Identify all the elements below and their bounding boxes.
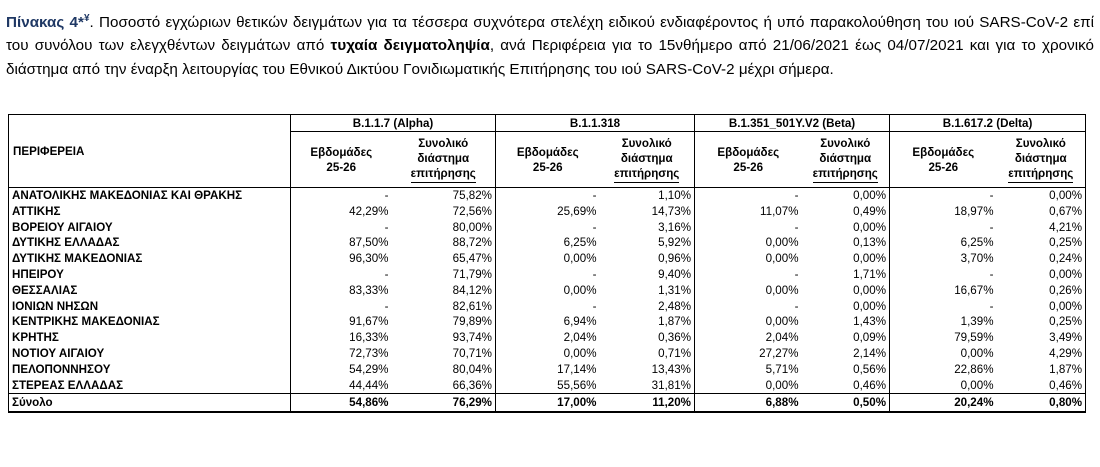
weeks-value-cell: 11,07%: [695, 204, 802, 220]
weeks-value-cell: 0,00%: [496, 283, 600, 299]
subheader-total-line: διάστημα: [819, 152, 872, 165]
subheader-weeks-line: 25-26: [532, 160, 563, 174]
region-header: ΠΕΡΙΦΕΡΕΙΑ: [9, 115, 291, 188]
caption-marker: ¥: [83, 13, 90, 24]
total-period-value-cell: 0,00%: [853, 299, 887, 313]
weeks-value-cell: 0,00%: [695, 378, 802, 394]
total-period-value-cell: 71,79%: [452, 267, 492, 281]
weeks-value-cell: -: [496, 299, 600, 315]
subheader-total-line: επιτήρησης: [813, 166, 878, 183]
subheader-weeks-line: 25-26: [928, 160, 959, 174]
weeks-value-cell: -: [496, 220, 600, 236]
caption-highlight: τυχαία δειγματοληψία: [330, 37, 490, 55]
region-cell: ΚΕΝΤΡΙΚΗΣ ΜΑΚΕΔΟΝΙΑΣ: [9, 314, 291, 330]
total-period-value-cell: 0,26%: [997, 283, 1086, 299]
total-period-value-cell: 82,61%: [452, 299, 492, 313]
weeks-value-cell: -: [890, 267, 997, 283]
weeks-value-cell: 6,94%: [496, 314, 600, 330]
group-header-beta: B.1.351_501Y.V2 (Beta): [695, 115, 890, 132]
weeks-value-cell: 22,86%: [890, 362, 997, 378]
subheader-weeks-line: Εβδομάδες: [717, 145, 780, 159]
subheader-weeks-line: Εβδομάδες: [516, 145, 579, 159]
subheader-total-period: [600, 132, 695, 188]
total-period-value-cell: 0,56%: [853, 362, 887, 376]
total-period-value-cell: 80,00%: [452, 220, 492, 234]
weeks-value-cell: 44,44%: [291, 378, 392, 394]
group-header-delta: B.1.617.2 (Delta): [890, 115, 1086, 132]
region-cell: Σύνολο: [9, 394, 291, 413]
weeks-value-cell: 25,69%: [496, 204, 600, 220]
subheader-total-line: Συνολικό: [621, 137, 672, 150]
total-period-value-cell: 70,71%: [452, 346, 492, 360]
weeks-value-cell: -: [496, 267, 600, 283]
total-period-value-cell: 0,46%: [853, 378, 887, 392]
weeks-value-cell: 0,00%: [890, 378, 997, 394]
total-period-value-cell: 1,10%: [658, 189, 691, 202]
total-period-value-cell: 2,14%: [853, 346, 887, 360]
weeks-value-cell: 6,88%: [695, 394, 802, 413]
total-period-value-cell: 5,92%: [658, 236, 691, 250]
weeks-value-cell: 0,00%: [496, 251, 600, 267]
total-period-value-cell: 0,00%: [997, 267, 1086, 283]
total-period-value-cell: 93,74%: [452, 331, 492, 345]
total-period-value-cell: 88,72%: [452, 236, 492, 250]
weeks-value-cell: 0,00%: [890, 346, 997, 362]
subheader-weeks-line: Εβδομάδες: [912, 145, 975, 159]
weeks-value-cell: -: [695, 220, 802, 236]
total-period-value-cell: 76,29%: [392, 394, 496, 413]
subheader-total-line: διάστημα: [620, 152, 673, 165]
total-period-value-cell: 14,73%: [651, 204, 691, 218]
weeks-value-cell: -: [890, 188, 997, 204]
variants-table: [8, 114, 1086, 413]
weeks-value-cell: 72,73%: [291, 346, 392, 362]
subheader-total-line: Συνολικό: [418, 137, 469, 150]
weeks-value-cell: -: [890, 299, 997, 315]
weeks-value-cell: 1,39%: [890, 314, 997, 330]
table-row: [9, 314, 1086, 330]
total-period-value-cell: 13,43%: [651, 362, 691, 376]
weeks-value-cell: -: [291, 188, 392, 204]
subheader-weeks: [890, 132, 997, 188]
region-cell: ΠΕΛΟΠΟΝΝΗΣΟΥ: [9, 362, 291, 378]
weeks-value-cell: 83,33%: [291, 283, 392, 299]
total-period-value-cell: 0,13%: [853, 236, 887, 250]
subheader-total-line: Συνολικό: [1015, 137, 1066, 150]
weeks-value-cell: 96,30%: [291, 251, 392, 267]
total-period-value-cell: 0,36%: [658, 331, 691, 345]
caption-text-after: , ανά Περιφέρεια για το 15νθήμερο από 21/06/2021 έως 04/07/2021 και για το χρονικό διάστημα από την έναρξη λειτουργίας του Εθνικού Δικτύου Γονιδιωματικής Επιτήρησης του ιού SARS-CoV-2 μέχρι σήμερα.: [6, 37, 1094, 78]
weeks-value-cell: -: [496, 188, 600, 204]
total-period-value-cell: 1,31%: [658, 283, 691, 297]
total-period-value-cell: 0,67%: [997, 204, 1086, 220]
total-period-value-cell: 66,36%: [452, 378, 492, 392]
weeks-value-cell: -: [890, 220, 997, 236]
total-period-value-cell: 84,12%: [452, 283, 492, 297]
weeks-value-cell: -: [291, 299, 392, 315]
weeks-value-cell: 0,00%: [695, 283, 802, 299]
subheader-total-line: Συνολικό: [820, 137, 871, 150]
weeks-value-cell: 0,00%: [695, 251, 802, 267]
subheader-total-period: [802, 132, 890, 188]
table-row: [9, 378, 1086, 394]
total-period-value-cell: 72,56%: [452, 204, 492, 218]
weeks-value-cell: 0,00%: [695, 314, 802, 330]
region-cell: ΘΕΣΣΑΛΙΑΣ: [9, 283, 291, 299]
header-row-variants: [9, 115, 1086, 132]
subheader-total-line: επιτήρησης: [411, 166, 476, 183]
region-cell: ΚΡΗΤΗΣ: [9, 330, 291, 346]
weeks-value-cell: 18,97%: [890, 204, 997, 220]
weeks-value-cell: 27,27%: [695, 346, 802, 362]
weeks-value-cell: 16,67%: [890, 283, 997, 299]
total-period-value-cell: 3,49%: [997, 330, 1086, 346]
total-period-value-cell: 1,87%: [997, 362, 1086, 378]
weeks-value-cell: -: [695, 267, 802, 283]
table-row: [9, 362, 1086, 378]
table-row: [9, 330, 1086, 346]
total-period-value-cell: 1,43%: [853, 315, 887, 329]
caption-title: Πίνακας 4*¥: [6, 13, 90, 32]
total-period-value-cell: 1,71%: [853, 267, 887, 281]
weeks-value-cell: -: [695, 299, 802, 315]
total-period-value-cell: 65,47%: [452, 252, 492, 266]
caption-text-before: . Ποσοστό εγχώριων θετικών δειγμάτων για τα τέσσερα συχνότερα στελέχη ειδικού ενδιαφέροντος ή υπό παρακολούθηση του ιού SARS-CoV-2 επί του συνόλου των ελεγχθέντων δειγμάτων από: [6, 14, 1095, 55]
weeks-value-cell: 87,50%: [291, 235, 392, 251]
table-row: [9, 251, 1086, 267]
total-period-value-cell: 4,21%: [997, 220, 1086, 236]
subheader-total-period: [392, 132, 496, 188]
total-period-value-cell: 0,00%: [997, 188, 1086, 204]
table-row: [9, 283, 1086, 299]
region-cell: ΔΥΤΙΚΗΣ ΕΛΛΑΔΑΣ: [9, 235, 291, 251]
region-cell: ΔΥΤΙΚΗΣ ΜΑΚΕΔΟΝΙΑΣ: [9, 251, 291, 267]
total-period-value-cell: 0,00%: [997, 299, 1086, 315]
table-row: [9, 220, 1086, 236]
weeks-value-cell: 2,04%: [695, 330, 802, 346]
total-period-value-cell: 0,96%: [658, 252, 691, 266]
subheader-total-line: διάστημα: [417, 152, 470, 165]
subheader-weeks: [291, 132, 392, 188]
total-period-value-cell: 0,24%: [997, 251, 1086, 267]
total-row: [9, 394, 1086, 413]
total-period-value-cell: 0,80%: [997, 394, 1086, 413]
region-cell: ΝΟΤΙΟΥ ΑΙΓΑΙΟΥ: [9, 346, 291, 362]
total-period-value-cell: 31,81%: [651, 378, 691, 392]
table-row: [9, 267, 1086, 283]
subheader-total-line: επιτήρησης: [614, 166, 679, 183]
weeks-value-cell: -: [291, 267, 392, 283]
total-period-value-cell: 0,25%: [997, 235, 1086, 251]
weeks-value-cell: 0,00%: [695, 235, 802, 251]
total-period-value-cell: 11,20%: [600, 394, 695, 413]
table-row: [9, 204, 1086, 220]
weeks-value-cell: 17,00%: [496, 394, 600, 413]
total-period-value-cell: 80,04%: [452, 362, 492, 376]
subheader-weeks-line: Εβδομάδες: [310, 145, 373, 159]
group-header-b11318: B.1.1.318: [496, 115, 695, 132]
weeks-value-cell: -: [695, 188, 802, 204]
total-period-value-cell: 79,89%: [452, 315, 492, 329]
weeks-value-cell: 55,56%: [496, 378, 600, 394]
subheader-total-period: [997, 132, 1086, 188]
table-caption: [6, 7, 1094, 81]
weeks-value-cell: 5,71%: [695, 362, 802, 378]
total-period-value-cell: 2,48%: [658, 299, 691, 313]
region-cell: ΑΤΤΙΚΗΣ: [9, 204, 291, 220]
weeks-value-cell: 3,70%: [890, 251, 997, 267]
group-header-alpha: B.1.1.7 (Alpha): [291, 115, 496, 132]
total-period-value-cell: 0,00%: [853, 252, 887, 266]
region-cell: ΙΟΝΙΩΝ ΝΗΣΩΝ: [9, 299, 291, 315]
subheader-total-line: διάστημα: [1014, 152, 1067, 165]
table-row: [9, 235, 1086, 251]
total-period-value-cell: 0,00%: [853, 189, 887, 202]
weeks-value-cell: 42,29%: [291, 204, 392, 220]
region-cell: ΒΟΡΕΙΟΥ ΑΙΓΑΙΟΥ: [9, 220, 291, 236]
table-body: [9, 188, 1086, 413]
subheader-weeks-line: 25-26: [326, 160, 357, 174]
weeks-value-cell: 6,25%: [496, 235, 600, 251]
region-cell: ΣΤΕΡΕΑΣ ΕΛΛΑΔΑΣ: [9, 378, 291, 394]
total-period-value-cell: 0,49%: [853, 204, 887, 218]
total-period-value-cell: 1,87%: [658, 315, 691, 329]
weeks-value-cell: 2,04%: [496, 330, 600, 346]
table-row: [9, 299, 1086, 315]
total-period-value-cell: 0,71%: [658, 346, 691, 360]
weeks-value-cell: 6,25%: [890, 235, 997, 251]
weeks-value-cell: 17,14%: [496, 362, 600, 378]
weeks-value-cell: 54,86%: [291, 394, 392, 413]
total-period-value-cell: 4,29%: [997, 346, 1086, 362]
table-row: [9, 188, 1086, 204]
total-period-value-cell: 9,40%: [658, 267, 691, 281]
region-cell: ΑΝΑΤΟΛΙΚΗΣ ΜΑΚΕΔΟΝΙΑΣ ΚΑΙ ΘΡΑΚΗΣ: [9, 188, 291, 204]
total-period-value-cell: 0,00%: [853, 220, 887, 234]
region-cell: ΗΠΕΙΡΟΥ: [9, 267, 291, 283]
subheader-weeks: [695, 132, 802, 188]
weeks-value-cell: 0,00%: [496, 346, 600, 362]
weeks-value-cell: 79,59%: [890, 330, 997, 346]
total-period-value-cell: 3,16%: [658, 220, 691, 234]
weeks-value-cell: 91,67%: [291, 314, 392, 330]
table-row: [9, 346, 1086, 362]
total-period-value-cell: 75,82%: [452, 189, 492, 202]
weeks-value-cell: 16,33%: [291, 330, 392, 346]
subheader-weeks: [496, 132, 600, 188]
total-period-value-cell: 0,50%: [802, 394, 890, 413]
subheader-total-line: επιτήρησης: [1008, 166, 1073, 183]
total-period-value-cell: 0,25%: [997, 314, 1086, 330]
total-period-value-cell: 0,00%: [853, 283, 887, 297]
total-period-value-cell: 0,46%: [997, 378, 1086, 394]
subheader-weeks-line: 25-26: [733, 160, 764, 174]
weeks-value-cell: 20,24%: [890, 394, 997, 413]
total-period-value-cell: 0,09%: [853, 331, 887, 345]
weeks-value-cell: 54,29%: [291, 362, 392, 378]
weeks-value-cell: -: [291, 220, 392, 236]
